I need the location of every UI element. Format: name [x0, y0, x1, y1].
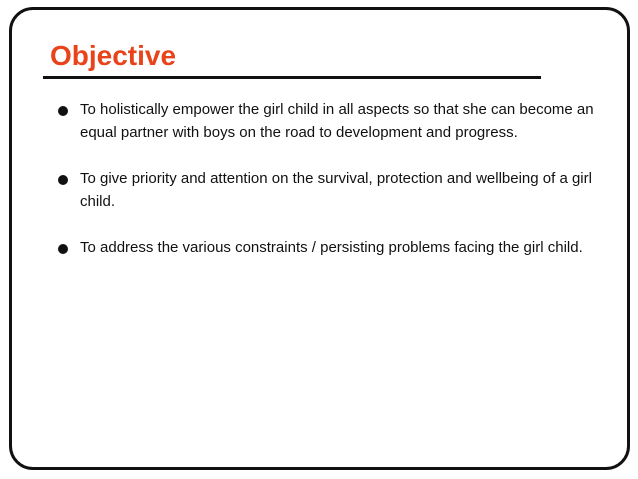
objective-item-2 [48, 167, 608, 213]
bullet-icon [58, 244, 68, 254]
title-underline [43, 76, 541, 79]
objective-text: To give priority and attention on the survival, protection and wellbeing of a girl child. [80, 170, 592, 210]
objective-item-1 [48, 98, 608, 144]
slide-title: Objective [50, 40, 177, 71]
slide-frame [9, 7, 630, 470]
objective-list [48, 98, 608, 282]
bullet-icon [58, 175, 68, 185]
bullet-icon [58, 106, 68, 116]
objective-text: To address the various constraints / persisting problems facing the girl child. [80, 239, 583, 256]
objective-item-3 [48, 236, 608, 259]
objective-text: To holistically empower the girl child in all aspects so that she can become an equal partner with boys on the road to development and progress. [80, 101, 594, 141]
